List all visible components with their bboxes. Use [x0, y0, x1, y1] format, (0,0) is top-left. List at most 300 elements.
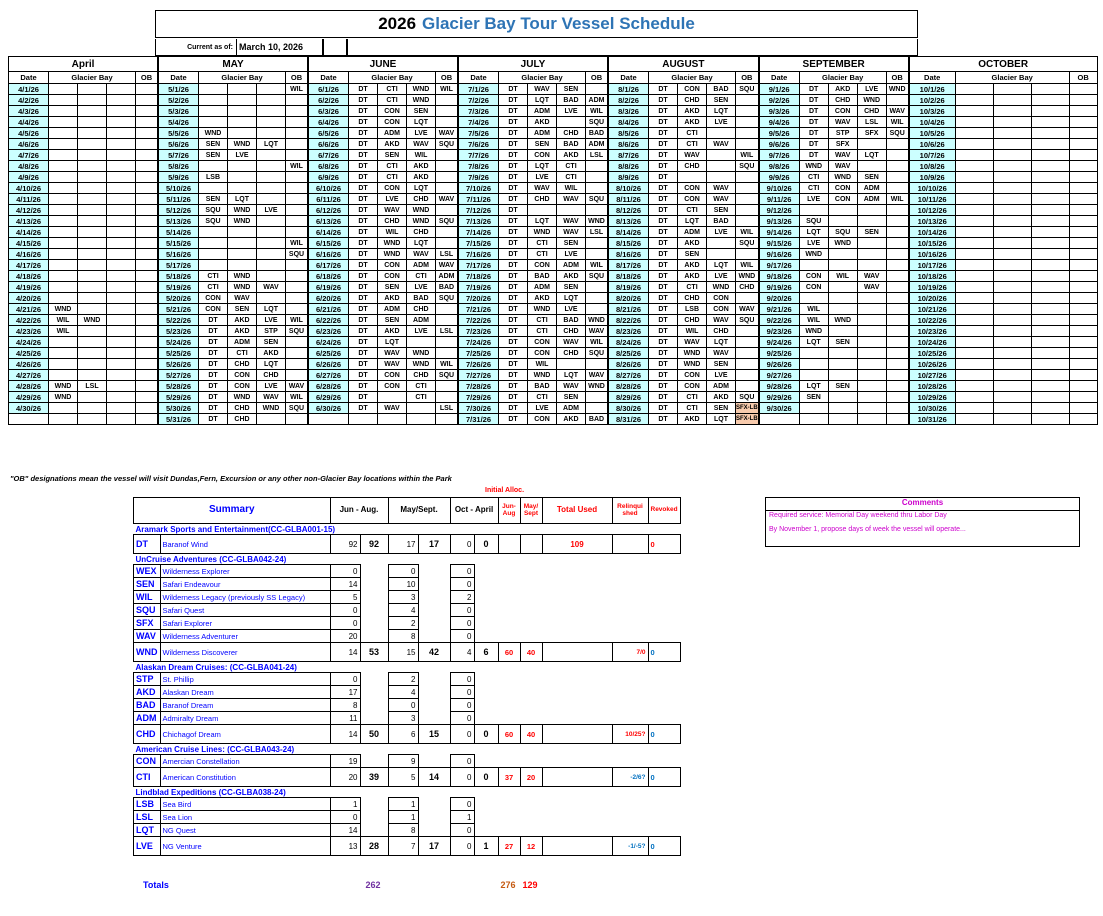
date-cell: 9/7/26 [759, 150, 799, 161]
vessel-cell [993, 194, 1031, 205]
jun-aug-value: 20 [330, 768, 360, 787]
vessel-cell: CON [707, 304, 736, 315]
date-cell: 7/14/26 [459, 227, 499, 238]
total-used-value [542, 699, 612, 712]
ob-note: "OB" designations mean the vessel will visit Dundas,Fern, Excursion or any other non-Glacier Bay locations within the Park [10, 474, 452, 483]
ob-cell [886, 172, 908, 183]
vessel-cell [799, 370, 828, 381]
vessel-cell [49, 139, 78, 150]
vessel-cell [1031, 392, 1069, 403]
vessel-cell: CON [707, 293, 736, 304]
vessel-cell: WAV [407, 139, 436, 150]
vessel-cell [828, 293, 857, 304]
date-cell: 6/30/26 [309, 403, 349, 414]
vessel-cell: LVE [557, 304, 586, 315]
vessel-cell: DT [649, 172, 678, 183]
vessel-cell [49, 117, 78, 128]
ob-cell [1069, 370, 1097, 381]
vessel-cell [993, 238, 1031, 249]
vessel-cell: CTI [228, 348, 257, 359]
vessel-cell: LVE [799, 238, 828, 249]
total-used-value [542, 673, 612, 686]
vessel-cell: DT [649, 282, 678, 293]
glacier-bay-column-header: Glacier Bay [799, 72, 886, 84]
ob-cell [736, 117, 759, 128]
date-cell: 5/7/26 [159, 150, 199, 161]
calendar-row [9, 403, 158, 414]
vessel-cell [199, 161, 228, 172]
may-sept-total [418, 673, 450, 686]
jun-aug-value: 0 [330, 565, 360, 578]
vessel-cell: DT [649, 117, 678, 128]
date-cell: 9/6/26 [759, 139, 799, 150]
vessel-cell [107, 238, 136, 249]
month-table-april [8, 56, 158, 425]
vessel-cell: DT [499, 337, 528, 348]
vessel-cell [78, 183, 107, 194]
ob-cell [586, 282, 608, 293]
vessel-code: BAD [134, 699, 161, 712]
vessel-cell: CHD [857, 106, 886, 117]
calendar-row [309, 315, 458, 326]
vessel-cell: LSB [199, 172, 228, 183]
date-cell: 7/12/26 [459, 205, 499, 216]
ob-cell [436, 161, 458, 172]
vessel-cell [993, 128, 1031, 139]
operator-section-row [134, 744, 681, 755]
vessel-cell [78, 392, 107, 403]
calendar-row [609, 227, 759, 238]
vessel-cell: CON [678, 84, 707, 95]
date-cell: 6/25/26 [309, 348, 349, 359]
date-cell: 7/28/26 [459, 381, 499, 392]
vessel-cell: DT [649, 216, 678, 227]
totals-jun-aug: 262 [365, 880, 381, 890]
revoked-value: 0 [648, 725, 680, 744]
vessel-cell [857, 238, 886, 249]
vessel-cell: CON [378, 381, 407, 392]
vessel-cell: CHD [228, 403, 257, 414]
vessel-cell: DT [649, 227, 678, 238]
vessel-cell: LQT [228, 194, 257, 205]
calendar-row [459, 304, 608, 315]
calendar-row [609, 172, 759, 183]
ob-cell [436, 304, 458, 315]
initial-alloc-may-sept: 40 [520, 643, 542, 662]
initial-alloc-may-sept [520, 686, 542, 699]
ob-cell [286, 337, 308, 348]
vessel-cell [107, 249, 136, 260]
vessel-code: ADM [134, 712, 161, 725]
vessel-cell: CTI [528, 326, 557, 337]
vessel-code: WAV [134, 630, 161, 643]
vessel-cell [257, 260, 286, 271]
vessel-cell: WND [828, 172, 857, 183]
vessel-cell: DT [499, 403, 528, 414]
date-cell: 8/15/26 [609, 238, 649, 249]
date-cell: 10/14/26 [909, 227, 955, 238]
vessel-cell: BAD [557, 95, 586, 106]
vessel-cell: LQT [557, 370, 586, 381]
vessel-cell [407, 414, 436, 425]
relinquished-value [612, 604, 648, 617]
vessel-cell: CTI [528, 315, 557, 326]
calendar-row [759, 304, 908, 315]
vessel-cell: CTI [378, 84, 407, 95]
totals-label: Totals [143, 880, 169, 890]
vessel-code: LQT [134, 824, 161, 837]
may-sept-total [418, 604, 450, 617]
vessel-cell [49, 238, 78, 249]
vessel-cell: WND [228, 205, 257, 216]
vessel-cell: CHD [678, 293, 707, 304]
vessel-cell [257, 128, 286, 139]
date-cell: 9/2/26 [759, 95, 799, 106]
vessel-cell: DT [199, 326, 228, 337]
vessel-cell [78, 150, 107, 161]
calendar-row [759, 172, 908, 183]
vessel-cell: DT [349, 161, 378, 172]
calendar-row [309, 106, 458, 117]
vessel-cell [857, 304, 886, 315]
vessel-cell [955, 205, 993, 216]
vessel-cell [955, 326, 993, 337]
oct-april-value: 0 [450, 837, 474, 856]
vessel-cell: DT [649, 414, 678, 425]
calendar-row [9, 84, 158, 95]
calendar-row [609, 414, 759, 425]
oct-april-value: 0 [450, 755, 474, 768]
vessel-cell: DT [649, 326, 678, 337]
date-cell: 8/1/26 [609, 84, 649, 95]
vessel-cell: AKD [678, 260, 707, 271]
vessel-cell: AKD [228, 315, 257, 326]
ob-cell [436, 183, 458, 194]
date-cell: 4/7/26 [9, 150, 49, 161]
date-cell: 10/29/26 [909, 392, 955, 403]
vessel-cell [1031, 282, 1069, 293]
ob-cell [1069, 403, 1097, 414]
vessel-cell [955, 414, 993, 425]
vessel-cell: DT [649, 260, 678, 271]
vessel-cell [78, 293, 107, 304]
ob-cell [286, 271, 308, 282]
may-sept-total [418, 578, 450, 591]
jun-aug-total: 39 [360, 768, 388, 787]
vessel-cell [828, 205, 857, 216]
vessel-cell: LQT [257, 304, 286, 315]
vessel-cell [857, 249, 886, 260]
vessel-cell: WAV [707, 139, 736, 150]
ob-cell [1069, 194, 1097, 205]
vessel-cell [799, 359, 828, 370]
as-of-spacer [323, 39, 347, 56]
total-used-value [542, 768, 612, 787]
date-cell: 4/29/26 [9, 392, 49, 403]
vessel-cell [49, 260, 78, 271]
vessel-cell: LVE [707, 271, 736, 282]
current-as-of-value: March 10, 2026 [237, 39, 323, 56]
calendar-row [909, 249, 1097, 260]
date-cell: 7/27/26 [459, 370, 499, 381]
may-sept-total [418, 617, 450, 630]
date-cell: 10/30/26 [909, 403, 955, 414]
date-cell: 4/24/26 [9, 337, 49, 348]
jun-aug-total: 53 [360, 643, 388, 662]
date-column-header: Date [459, 72, 499, 84]
date-cell: 5/4/26 [159, 117, 199, 128]
oct-april-value: 2 [450, 591, 474, 604]
vessel-cell [955, 249, 993, 260]
vessel-cell [49, 370, 78, 381]
date-cell: 4/21/26 [9, 304, 49, 315]
vessel-cell [799, 414, 828, 425]
vessel-cell [857, 139, 886, 150]
calendar-row [459, 293, 608, 304]
calendar-row [759, 106, 908, 117]
schedule-title [155, 10, 918, 38]
calendar-row [609, 348, 759, 359]
ob-cell: SQU [736, 315, 759, 326]
vessel-cell [1031, 370, 1069, 381]
date-cell: 4/5/26 [9, 128, 49, 139]
calendar-row [759, 216, 908, 227]
vessel-row-con [134, 755, 681, 768]
ob-cell [286, 304, 308, 315]
vessel-cell: WIL [799, 315, 828, 326]
vessel-cell [49, 249, 78, 260]
ob-cell: SQU [586, 348, 608, 359]
vessel-name: NG Quest [160, 824, 330, 837]
date-cell: 10/6/26 [909, 139, 955, 150]
vessel-row-sen [134, 578, 681, 591]
date-cell: 8/14/26 [609, 227, 649, 238]
may-sept-total [418, 699, 450, 712]
vessel-cell: CHD [257, 370, 286, 381]
calendar-row [609, 370, 759, 381]
date-cell: 10/11/26 [909, 194, 955, 205]
vessel-cell: WAV [257, 282, 286, 293]
date-cell: 9/5/26 [759, 128, 799, 139]
ob-cell: WIL [736, 227, 759, 238]
vessel-cell [993, 183, 1031, 194]
vessel-cell: STP [257, 326, 286, 337]
ob-cell: SQU [736, 238, 759, 249]
date-cell: 6/5/26 [309, 128, 349, 139]
vessel-cell [257, 216, 286, 227]
vessel-cell [828, 414, 857, 425]
vessel-cell: CTI [407, 271, 436, 282]
oct-april-total: 6 [474, 643, 498, 662]
vessel-cell: DT [649, 84, 678, 95]
vessel-cell [257, 106, 286, 117]
calendar-row [459, 381, 608, 392]
vessel-cell: DT [799, 150, 828, 161]
initial-alloc-may-sept [520, 630, 542, 643]
oct-april-value: 0 [450, 630, 474, 643]
vessel-cell: DT [799, 139, 828, 150]
calendar-row [9, 282, 158, 293]
vessel-row-wex [134, 565, 681, 578]
revoked-value: 0 [648, 535, 680, 554]
vessel-cell: DT [349, 172, 378, 183]
date-cell: 5/28/26 [159, 381, 199, 392]
ob-cell [136, 128, 158, 139]
date-cell: 9/10/26 [759, 183, 799, 194]
date-cell: 8/7/26 [609, 150, 649, 161]
vessel-cell: CON [378, 260, 407, 271]
total-used-value [542, 837, 612, 856]
vessel-cell: WAV [707, 183, 736, 194]
vessel-cell [49, 128, 78, 139]
vessel-cell [407, 403, 436, 414]
ob-cell: WIL [586, 337, 608, 348]
calendar-row [459, 106, 608, 117]
vessel-cell: AKD [378, 293, 407, 304]
vessel-cell [857, 392, 886, 403]
vessel-cell [993, 106, 1031, 117]
initial-alloc-jun-aug [498, 604, 520, 617]
ob-cell: LSL [586, 150, 608, 161]
vessel-cell: WIL [49, 315, 78, 326]
ob-cell [1069, 139, 1097, 150]
ob-cell: LSL [436, 249, 458, 260]
jun-aug-value: 14 [330, 725, 360, 744]
vessel-cell [828, 304, 857, 315]
vessel-cell [993, 227, 1031, 238]
ob-cell [436, 95, 458, 106]
ob-cell [286, 128, 308, 139]
vessel-calendar [8, 56, 1098, 425]
vessel-cell: DT [349, 249, 378, 260]
ob-cell [886, 315, 908, 326]
ob-cell [886, 238, 908, 249]
jun-aug-value: 0 [330, 811, 360, 824]
ob-column-header: OB [736, 72, 759, 84]
initial-alloc-may-sept [520, 755, 542, 768]
date-cell: 8/10/26 [609, 183, 649, 194]
revoked-value [648, 673, 680, 686]
vessel-cell: DT [649, 95, 678, 106]
vessel-cell [49, 150, 78, 161]
calendar-row [9, 205, 158, 216]
vessel-cell [107, 150, 136, 161]
vessel-cell [707, 150, 736, 161]
calendar-row [759, 205, 908, 216]
ob-cell [1069, 304, 1097, 315]
vessel-row-bad [134, 699, 681, 712]
vessel-cell [1031, 359, 1069, 370]
initial-alloc-jun-aug [498, 535, 520, 554]
vessel-cell [199, 95, 228, 106]
initial-alloc-jun-aug [498, 686, 520, 699]
calendar-row [9, 260, 158, 271]
vessel-cell [49, 205, 78, 216]
total-used-value [542, 798, 612, 811]
vessel-cell [257, 183, 286, 194]
ob-cell: WAV [436, 194, 458, 205]
calendar-row [909, 172, 1097, 183]
vessel-cell [828, 392, 857, 403]
vessel-cell [828, 348, 857, 359]
ob-cell: WND [736, 271, 759, 282]
vessel-code: CON [134, 755, 161, 768]
ob-cell: ADM [586, 139, 608, 150]
ob-cell [136, 227, 158, 238]
date-cell: 5/5/26 [159, 128, 199, 139]
calendar-row [9, 216, 158, 227]
vessel-cell: BAD [528, 381, 557, 392]
date-cell: 10/31/26 [909, 414, 955, 425]
date-cell: 8/3/26 [609, 106, 649, 117]
relinquished-value: -1/-5? [612, 837, 648, 856]
ob-cell [136, 216, 158, 227]
vessel-cell: CON [528, 150, 557, 161]
vessel-cell: SEN [257, 337, 286, 348]
date-cell: 5/6/26 [159, 139, 199, 150]
oct-april-total [474, 604, 498, 617]
jun-aug-total [360, 712, 388, 725]
vessel-cell: CHD [407, 370, 436, 381]
vessel-cell: WND [407, 205, 436, 216]
date-cell: 4/15/26 [9, 238, 49, 249]
calendar-row [609, 392, 759, 403]
date-cell: 8/16/26 [609, 249, 649, 260]
vessel-cell [107, 403, 136, 414]
vessel-cell: DT [349, 84, 378, 95]
totals-initial-alloc-may-sept: 129 [522, 880, 538, 890]
vessel-cell: DT [349, 216, 378, 227]
vessel-cell: AKD [678, 271, 707, 282]
initial-alloc-may-sept [520, 824, 542, 837]
date-cell: 4/28/26 [9, 381, 49, 392]
ob-cell: SQU [436, 139, 458, 150]
vessel-cell: LQT [799, 227, 828, 238]
jun-aug-value: 92 [330, 535, 360, 554]
calendar-row [609, 282, 759, 293]
vessel-cell: DT [649, 304, 678, 315]
ob-cell [436, 150, 458, 161]
vessel-cell: WND [378, 249, 407, 260]
date-cell: 9/15/26 [759, 238, 799, 249]
may-sept-value: 6 [388, 725, 418, 744]
ob-cell [1069, 106, 1097, 117]
calendar-row [159, 106, 308, 117]
ob-cell [1069, 216, 1097, 227]
oct-april-total [474, 699, 498, 712]
vessel-name: Amercian Constellation [160, 755, 330, 768]
vessel-cell: LQT [707, 414, 736, 425]
initial-alloc-jun-aug [498, 565, 520, 578]
calendar-row [759, 359, 908, 370]
vessel-cell [49, 227, 78, 238]
date-cell: 8/24/26 [609, 337, 649, 348]
vessel-cell: DT [499, 95, 528, 106]
date-cell: 5/19/26 [159, 282, 199, 293]
vessel-cell: SEN [828, 381, 857, 392]
date-cell: 6/16/26 [309, 249, 349, 260]
calendar-row [909, 106, 1097, 117]
vessel-cell [828, 260, 857, 271]
vessel-cell: DT [349, 392, 378, 403]
calendar-row [609, 150, 759, 161]
initial-alloc-jun-aug [498, 630, 520, 643]
vessel-cell: DT [799, 84, 828, 95]
vessel-cell [955, 172, 993, 183]
vessel-cell: SEN [378, 315, 407, 326]
vessel-cell: LVE [228, 150, 257, 161]
jun-aug-total: 50 [360, 725, 388, 744]
